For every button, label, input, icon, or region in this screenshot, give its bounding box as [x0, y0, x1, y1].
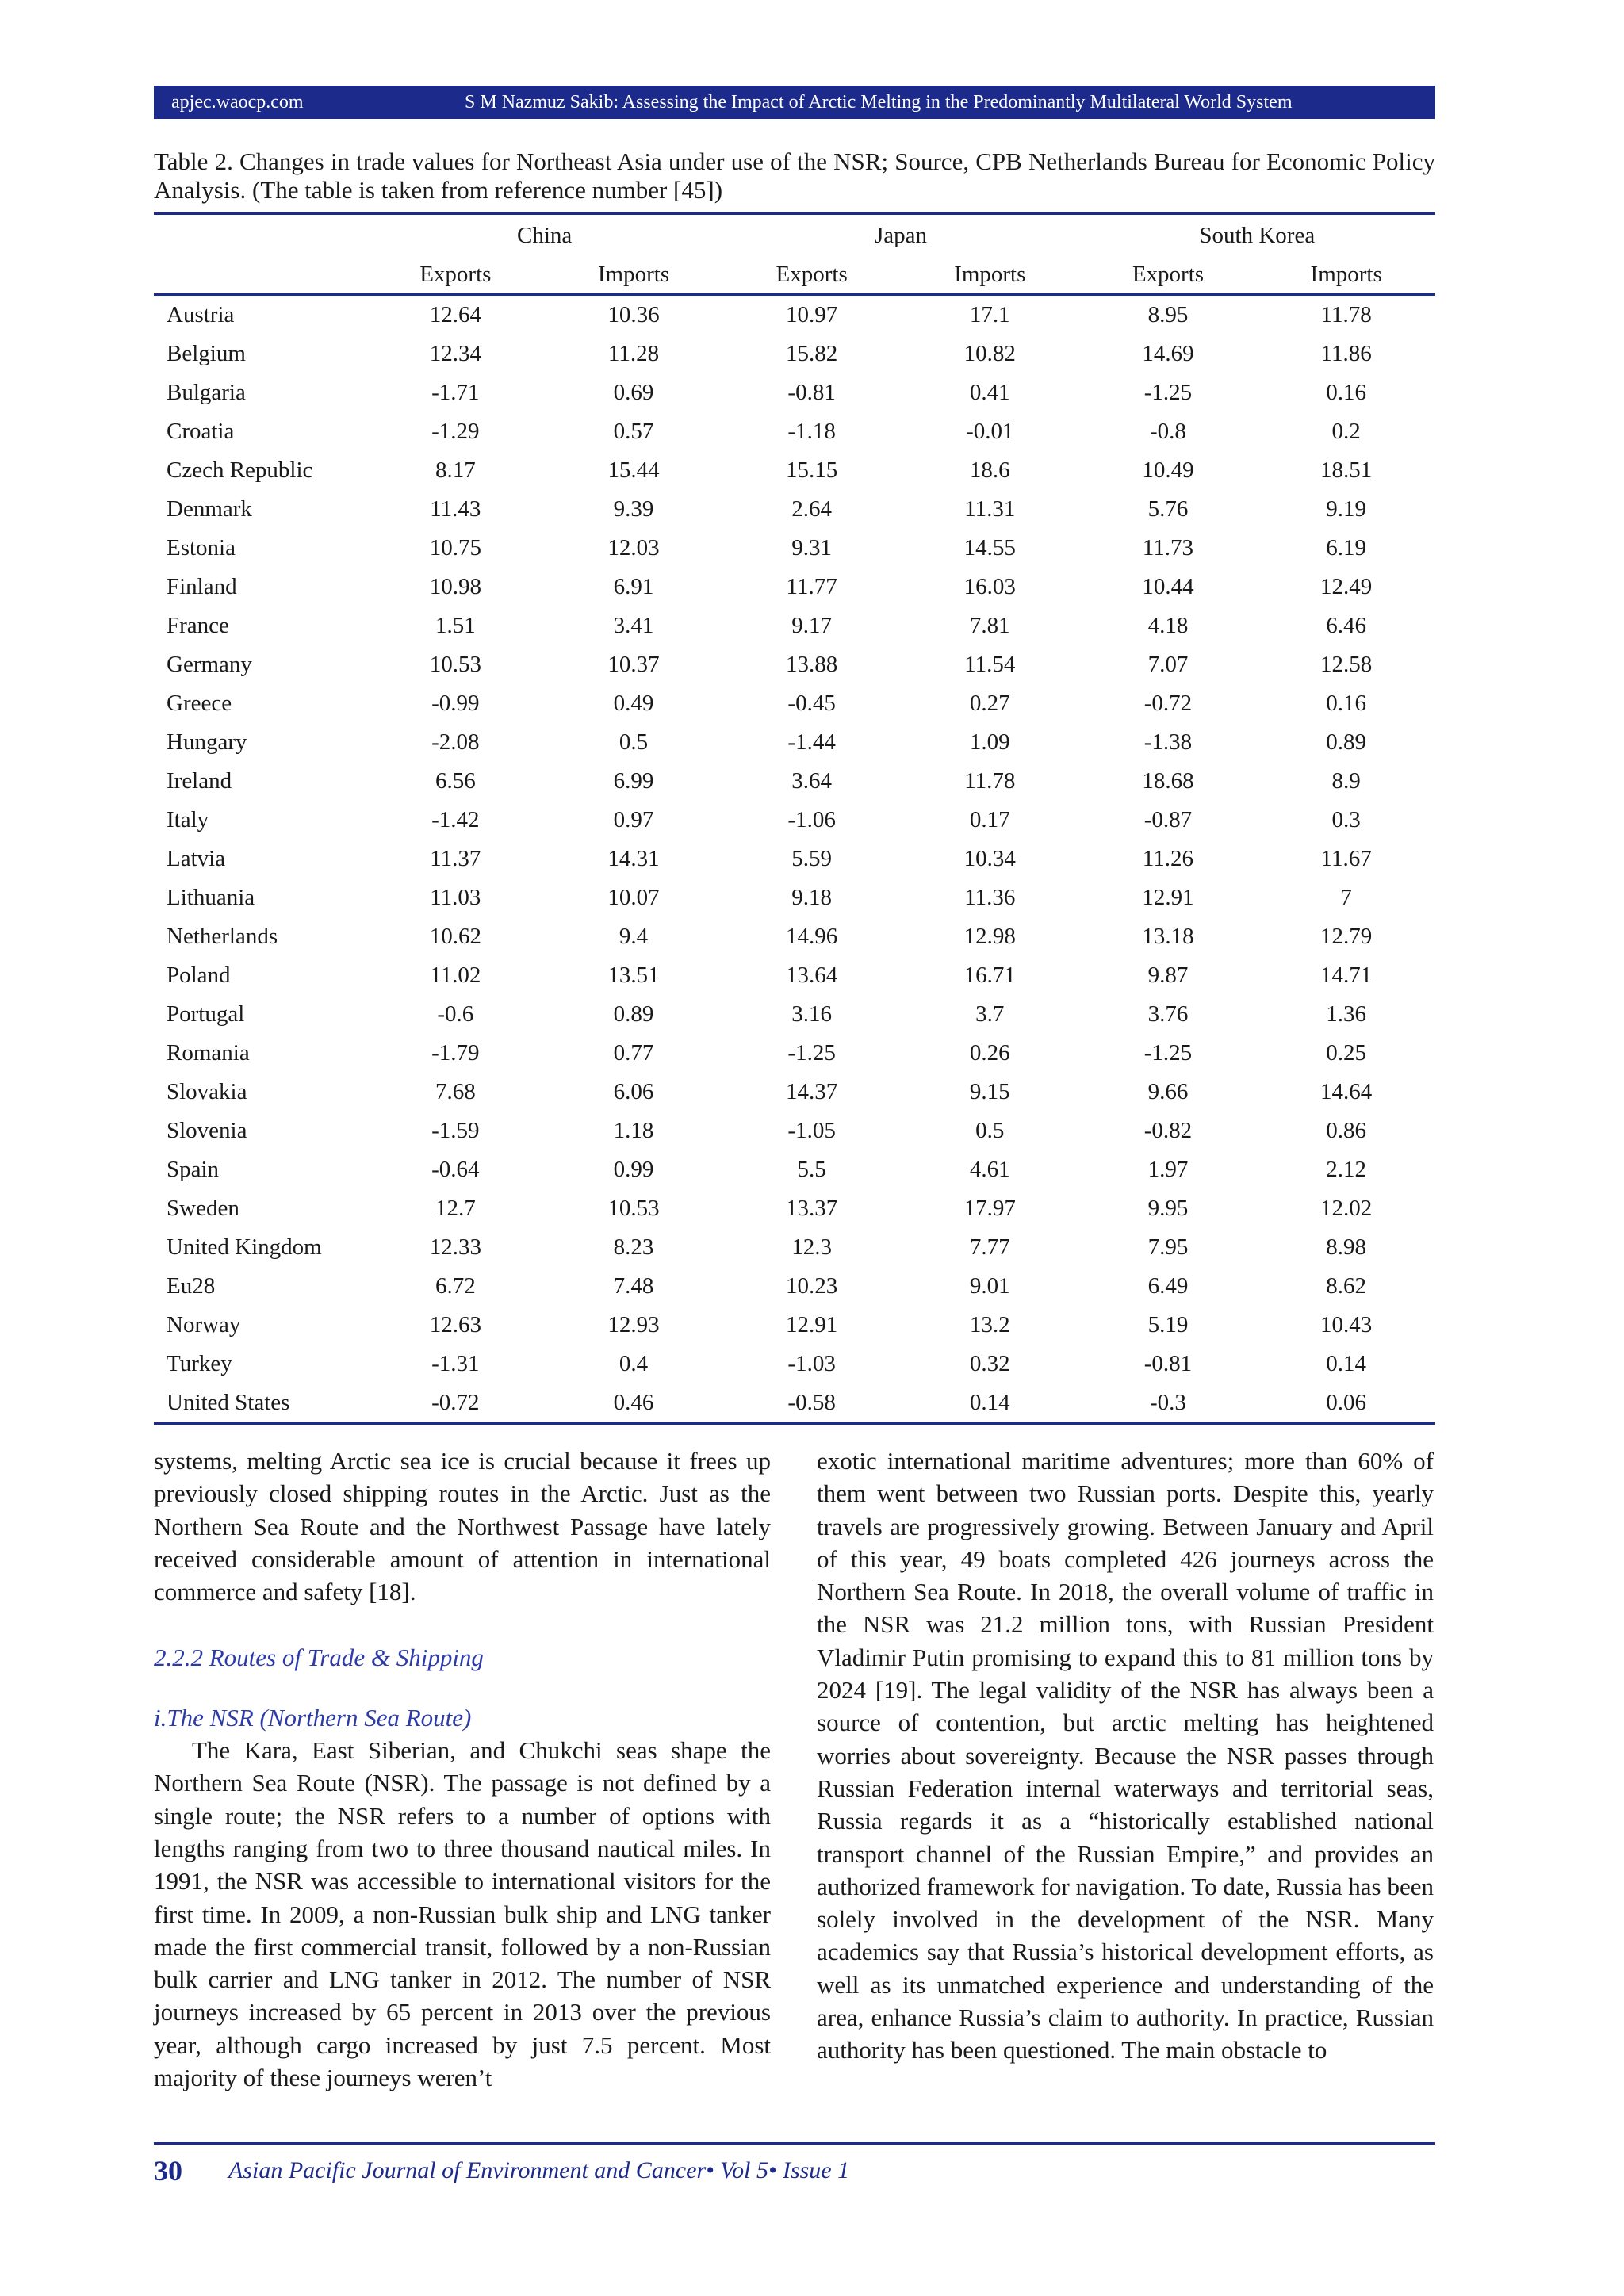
value-cell: 9.39: [613, 496, 654, 522]
country-cell: Czech Republic: [167, 457, 313, 483]
footer-divider: [154, 2142, 1435, 2145]
value-cell: -1.25: [1143, 380, 1193, 405]
value-cell: 6.06: [613, 1079, 654, 1104]
value-cell: -0.01: [966, 419, 1014, 444]
value-cell: 11.31: [964, 496, 1016, 522]
subheader-exports: Exports: [366, 256, 545, 295]
value-cell: 2.12: [1326, 1157, 1367, 1182]
value-cell: 11.43: [430, 496, 481, 522]
table-row: [154, 762, 1435, 801]
country-cell: Austria: [167, 302, 235, 327]
value-cell: 13.64: [786, 962, 838, 988]
value-cell: -1.06: [787, 807, 836, 832]
table-row: [154, 1189, 1435, 1228]
country-cell: France: [167, 613, 229, 638]
value-cell: 8.23: [613, 1234, 654, 1260]
value-cell: 12.03: [607, 535, 660, 561]
table-row: [154, 412, 1435, 451]
value-cell: -1.44: [787, 729, 836, 755]
running-header: [154, 86, 1435, 119]
subheader-imports: Imports: [901, 256, 1079, 295]
value-cell: 11.86: [1320, 341, 1372, 366]
value-cell: 10.75: [429, 535, 481, 561]
body-paragraph: The Kara, East Siberian, and Chukchi seas shape the Northern Sea Route (NSR). The passage is not defined by a single route; the NSR refers to a number of options with lengths ranging from two to three thousand nautical miles. In 1991, the NSR was accessible to international visitors for the first time. In 2009, a non-Russian bulk ship and LNG tanker made the first commercial transit, followed by a non-Russian bulk carrier and LNG tanker in 2012. The number of NSR journeys increased by 65 percent in 2013 over the previous year, although cargo increased by just 7.5 percent. Most majority of these journeys weren’t: [154, 1736, 771, 2092]
value-cell: 17.1: [969, 302, 1010, 327]
country-cell: Croatia: [167, 419, 235, 444]
value-cell: 6.49: [1147, 1273, 1189, 1299]
table-row: [154, 956, 1435, 995]
table-body: [154, 295, 1435, 1424]
value-cell: 5.59: [791, 846, 833, 871]
value-cell: 10.53: [607, 1196, 660, 1221]
value-cell: -0.87: [1143, 807, 1193, 832]
table-caption: Table 2. Changes in trade values for Northeast Asia under use of the NSR; Source, CPB Netherlands Bureau for Economic Policy Analysis. (The table is taken from reference number [45]): [154, 147, 1435, 204]
value-cell: 16.03: [963, 574, 1016, 599]
country-cell: Belgium: [167, 341, 246, 366]
value-cell: 0.17: [969, 807, 1010, 832]
value-cell: 11.73: [1142, 535, 1194, 561]
value-cell: 14.64: [1320, 1079, 1373, 1104]
value-cell: 2.64: [791, 496, 833, 522]
value-cell: -1.31: [431, 1351, 480, 1376]
table-subheader-row: [154, 256, 1435, 295]
journal-citation: Asian Pacific Journal of Environment and Cancer• Vol 5• Issue 1: [228, 2157, 850, 2183]
group-header-china: China: [366, 214, 722, 257]
value-cell: 0.77: [613, 1040, 654, 1066]
country-cell: Latvia: [167, 846, 226, 871]
table-row: [154, 1345, 1435, 1383]
value-cell: 11.03: [430, 885, 481, 910]
country-cell: Netherlands: [167, 924, 278, 949]
value-cell: 0.16: [1326, 380, 1367, 405]
running-title: S M Nazmuz Sakib: Assessing the Impact of Arctic Melting in the Predominantly Multilateral World System: [465, 91, 1293, 113]
value-cell: 9.15: [969, 1079, 1010, 1104]
table-row: [154, 529, 1435, 568]
value-cell: 13.37: [786, 1196, 838, 1221]
value-cell: 1.36: [1326, 1001, 1367, 1027]
value-cell: 10.53: [429, 652, 481, 677]
value-cell: 12.98: [963, 924, 1016, 949]
value-cell: 10.97: [786, 302, 838, 327]
value-cell: 0.2: [1331, 419, 1361, 444]
value-cell: -1.79: [431, 1040, 480, 1066]
value-cell: -1.18: [787, 419, 836, 444]
table-row: [154, 1228, 1435, 1267]
value-cell: 0.26: [969, 1040, 1010, 1066]
table-corner-cell: [154, 214, 366, 257]
value-cell: 8.17: [435, 457, 476, 483]
value-cell: -1.59: [431, 1118, 480, 1143]
value-cell: -1.25: [787, 1040, 836, 1066]
value-cell: 10.44: [1142, 574, 1194, 599]
value-cell: 18.51: [1320, 457, 1373, 483]
table-row: [154, 373, 1435, 412]
value-cell: -1.42: [431, 807, 480, 832]
value-cell: 9.66: [1147, 1079, 1189, 1104]
value-cell: 12.33: [429, 1234, 481, 1260]
value-cell: 8.62: [1326, 1273, 1367, 1299]
value-cell: 9.18: [791, 885, 833, 910]
table-row: [154, 917, 1435, 956]
country-cell: Germany: [167, 652, 252, 677]
value-cell: 12.3: [791, 1234, 833, 1260]
value-cell: 11.78: [964, 768, 1016, 794]
value-cell: 11.78: [1320, 302, 1372, 327]
value-cell: -0.81: [1143, 1351, 1193, 1376]
right-text-column: [817, 1445, 1434, 2067]
value-cell: 12.79: [1320, 924, 1373, 949]
value-cell: 7.48: [613, 1273, 654, 1299]
value-cell: -0.99: [431, 691, 480, 716]
page-footer: [154, 2152, 849, 2190]
body-paragraph: systems, melting Arctic sea ice is crucial because it frees up previously closed shipping routes in the Arctic. Just as the Northern Sea Route and the Northwest Passage have lately received considerable amount of attention in international commerce and safety [18].: [154, 1447, 771, 1606]
table-row: [154, 1267, 1435, 1306]
value-cell: -1.29: [431, 419, 480, 444]
subheader-imports: Imports: [1257, 256, 1435, 295]
value-cell: -1.25: [1143, 1040, 1193, 1066]
value-cell: 0.5: [619, 729, 649, 755]
value-cell: 0.25: [1326, 1040, 1367, 1066]
value-cell: 1.18: [613, 1118, 654, 1143]
value-cell: 0.41: [969, 380, 1010, 405]
value-cell: 0.14: [901, 1383, 1079, 1424]
value-cell: -0.72: [366, 1383, 545, 1424]
value-cell: 0.06: [1257, 1383, 1435, 1424]
value-cell: 14.37: [786, 1079, 838, 1104]
country-cell: Sweden: [167, 1196, 239, 1221]
value-cell: 10.07: [607, 885, 660, 910]
value-cell: 0.4: [619, 1351, 649, 1376]
value-cell: 10.23: [786, 1273, 838, 1299]
value-cell: 10.37: [607, 652, 660, 677]
value-cell: 12.64: [429, 302, 481, 327]
value-cell: -1.38: [1143, 729, 1193, 755]
value-cell: 3.16: [791, 1001, 833, 1027]
value-cell: -0.72: [1143, 691, 1193, 716]
country-cell: Portugal: [167, 1001, 245, 1027]
value-cell: 10.43: [1320, 1312, 1373, 1337]
value-cell: 6.56: [435, 768, 476, 794]
value-cell: 0.14: [1326, 1351, 1367, 1376]
value-cell: 3.7: [975, 1001, 1005, 1027]
value-cell: 12.49: [1320, 574, 1373, 599]
value-cell: -0.3: [1079, 1383, 1258, 1424]
value-cell: 12.91: [786, 1312, 838, 1337]
trade-values-table: [154, 212, 1435, 1425]
table-row: [154, 295, 1435, 335]
country-cell: Ireland: [167, 768, 232, 794]
table-row: [154, 878, 1435, 917]
table-row: [154, 1034, 1435, 1073]
value-cell: 0.89: [1326, 729, 1367, 755]
value-cell: 8.98: [1326, 1234, 1367, 1260]
value-cell: 7.81: [969, 613, 1010, 638]
group-header-japan: Japan: [722, 214, 1078, 257]
value-cell: 16.71: [963, 962, 1016, 988]
table-row: [154, 1150, 1435, 1189]
value-cell: 0.46: [545, 1383, 723, 1424]
table-row: [154, 723, 1435, 762]
value-cell: 0.16: [1326, 691, 1367, 716]
country-cell: Norway: [167, 1312, 241, 1337]
value-cell: 13.2: [969, 1312, 1010, 1337]
value-cell: 0.86: [1326, 1118, 1367, 1143]
country-cell: Italy: [167, 807, 209, 832]
value-cell: -0.58: [722, 1383, 901, 1424]
country-cell: Romania: [167, 1040, 250, 1066]
table-group-header-row: [154, 214, 1435, 257]
value-cell: 14.71: [1320, 962, 1373, 988]
value-cell: 12.7: [435, 1196, 476, 1221]
country-cell: Spain: [167, 1157, 220, 1182]
value-cell: 8.95: [1147, 302, 1189, 327]
table-row: [154, 840, 1435, 878]
value-cell: 14.69: [1142, 341, 1194, 366]
value-cell: 10.49: [1142, 457, 1194, 483]
value-cell: 10.62: [429, 924, 481, 949]
table-row: [154, 1306, 1435, 1345]
value-cell: 11.77: [786, 574, 837, 599]
table-row: [154, 1112, 1435, 1150]
value-cell: 3.41: [613, 613, 654, 638]
page-number: 30: [154, 2155, 182, 2187]
value-cell: -0.8: [1149, 419, 1186, 444]
value-cell: 0.27: [969, 691, 1010, 716]
value-cell: 14.55: [963, 535, 1016, 561]
value-cell: 9.87: [1147, 962, 1189, 988]
country-cell: Slovakia: [167, 1079, 247, 1104]
value-cell: 12.93: [607, 1312, 660, 1337]
value-cell: 3.64: [791, 768, 833, 794]
value-cell: 11.28: [607, 341, 660, 366]
country-cell: Poland: [167, 962, 231, 988]
value-cell: 13.88: [786, 652, 838, 677]
value-cell: 11.02: [430, 962, 481, 988]
value-cell: -1.03: [787, 1351, 836, 1376]
value-cell: 1.09: [969, 729, 1010, 755]
section-heading: 2.2.2 Routes of Trade & Shipping: [154, 1644, 484, 1672]
value-cell: 13.51: [607, 962, 660, 988]
value-cell: 6.91: [613, 574, 654, 599]
value-cell: 5.76: [1147, 496, 1189, 522]
country-cell: Hungary: [167, 729, 247, 755]
value-cell: 9.01: [969, 1273, 1010, 1299]
table-row: [154, 801, 1435, 840]
table-row: [154, 607, 1435, 645]
subheader-imports: Imports: [545, 256, 723, 295]
group-header-south-korea: South Korea: [1079, 214, 1435, 257]
value-cell: 12.91: [1142, 885, 1194, 910]
value-cell: 18.6: [969, 457, 1010, 483]
value-cell: 3.76: [1147, 1001, 1189, 1027]
value-cell: 9.17: [791, 613, 833, 638]
table-row: [154, 684, 1435, 723]
country-cell: United States: [154, 1383, 366, 1424]
value-cell: 14.31: [607, 846, 660, 871]
subheader-exports: Exports: [1079, 256, 1258, 295]
value-cell: 4.61: [969, 1157, 1010, 1182]
value-cell: 7.68: [435, 1079, 476, 1104]
value-cell: 10.82: [963, 341, 1016, 366]
value-cell: 17.97: [963, 1196, 1016, 1221]
value-cell: 7.07: [1147, 652, 1189, 677]
value-cell: 11.37: [430, 846, 481, 871]
value-cell: 6.46: [1326, 613, 1367, 638]
table-corner-cell: [154, 256, 366, 295]
value-cell: -0.82: [1143, 1118, 1193, 1143]
value-cell: 0.32: [969, 1351, 1010, 1376]
value-cell: 0.49: [613, 691, 654, 716]
value-cell: 6.19: [1326, 535, 1367, 561]
country-cell: Bulgaria: [167, 380, 246, 405]
value-cell: -1.71: [431, 380, 480, 405]
table-row: [154, 1383, 1435, 1424]
value-cell: 12.34: [429, 341, 481, 366]
value-cell: -0.6: [437, 1001, 474, 1027]
value-cell: -0.81: [787, 380, 836, 405]
value-cell: 15.44: [607, 457, 660, 483]
value-cell: 0.57: [613, 419, 654, 444]
value-cell: 18.68: [1142, 768, 1194, 794]
value-cell: 5.19: [1147, 1312, 1189, 1337]
value-cell: 0.89: [613, 1001, 654, 1027]
value-cell: -1.05: [787, 1118, 836, 1143]
country-cell: Turkey: [167, 1351, 232, 1376]
value-cell: 6.99: [613, 768, 654, 794]
table-row: [154, 335, 1435, 373]
country-cell: Slovenia: [167, 1118, 247, 1143]
value-cell: 14.96: [786, 924, 838, 949]
country-cell: Estonia: [167, 535, 236, 561]
subheader-exports: Exports: [722, 256, 901, 295]
value-cell: -2.08: [431, 729, 480, 755]
left-text-column: [154, 1445, 771, 2094]
value-cell: 13.18: [1142, 924, 1194, 949]
value-cell: 7: [1340, 885, 1352, 910]
value-cell: 9.19: [1326, 496, 1367, 522]
value-cell: 9.95: [1147, 1196, 1189, 1221]
value-cell: 0.5: [975, 1118, 1005, 1143]
country-cell: Denmark: [167, 496, 252, 522]
table-row: [154, 490, 1435, 529]
country-cell: Greece: [167, 691, 232, 716]
value-cell: 11.36: [964, 885, 1016, 910]
table-row: [154, 995, 1435, 1034]
value-cell: 4.18: [1147, 613, 1189, 638]
country-cell: Finland: [167, 574, 237, 599]
country-cell: Eu28: [167, 1273, 216, 1299]
value-cell: 8.9: [1331, 768, 1361, 794]
value-cell: 10.36: [607, 302, 660, 327]
value-cell: 1.97: [1147, 1157, 1189, 1182]
value-cell: 5.5: [797, 1157, 826, 1182]
value-cell: 12.63: [429, 1312, 481, 1337]
value-cell: 11.26: [1142, 846, 1194, 871]
site-url[interactable]: apjec.waocp.com: [171, 91, 304, 113]
value-cell: 1.51: [435, 613, 476, 638]
value-cell: 6.72: [435, 1273, 476, 1299]
value-cell: 12.58: [1320, 652, 1373, 677]
value-cell: 15.82: [786, 341, 838, 366]
value-cell: 12.02: [1320, 1196, 1373, 1221]
value-cell: 7.95: [1147, 1234, 1189, 1260]
value-cell: 9.31: [791, 535, 833, 561]
table-row: [154, 1073, 1435, 1112]
body-paragraph: exotic international maritime adventures; more than 60% of them went between two Russian ports. Despite this, yearly travels are progressively growing. Between January and April of this year, 49 boats completed 426 journeys across the Northern Sea Route. In 2018, the overall volume of traffic in the NSR was 21.2 million tons, with Russian President Vladimir Putin promising to expand this to 81 million tons by 2024 [19]. The legal validity of the NSR has always been a source of contention, but arctic melting has heightened worries about sovereignty. Because the NSR passes through Russian Federation internal waterways and territorial seas, Russia regards it as a “historically established national transport channel of the Russian Empire,” and provides an authorized framework for navigation. To date, Russia has been solely involved in the development of the NSR. Many academics say that Russia’s historical development efforts, as well as its unmatched experience and understanding of the area, enhance Russia’s claim to authority. In practice, Russian authority has been questioned. The main obstacle to: [817, 1447, 1434, 2064]
value-cell: 11.54: [964, 652, 1016, 677]
value-cell: 11.67: [1320, 846, 1372, 871]
value-cell: 7.77: [969, 1234, 1010, 1260]
table-row: [154, 568, 1435, 607]
value-cell: 0.69: [613, 380, 654, 405]
subsection-heading: i.The NSR (Northern Sea Route): [154, 1703, 472, 1732]
value-cell: 0.3: [1331, 807, 1361, 832]
table-row: [154, 451, 1435, 490]
value-cell: 9.4: [619, 924, 649, 949]
value-cell: -0.45: [787, 691, 836, 716]
country-cell: United Kingdom: [167, 1234, 322, 1260]
table-row: [154, 645, 1435, 684]
value-cell: 0.99: [613, 1157, 654, 1182]
country-cell: Lithuania: [167, 885, 255, 910]
value-cell: 0.97: [613, 807, 654, 832]
value-cell: 10.98: [429, 574, 481, 599]
value-cell: -0.64: [431, 1157, 480, 1182]
value-cell: 15.15: [786, 457, 838, 483]
value-cell: 10.34: [963, 846, 1016, 871]
